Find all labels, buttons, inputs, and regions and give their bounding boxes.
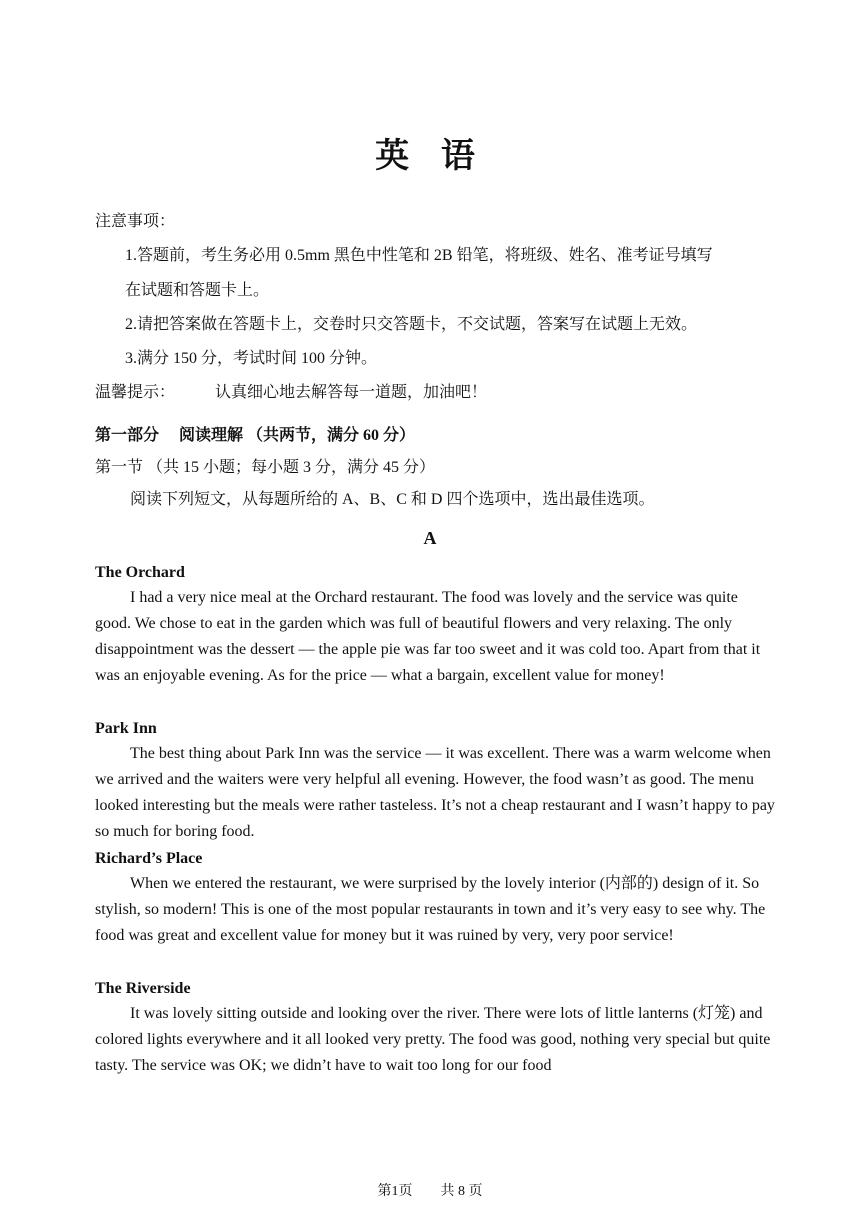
review-heading-park-inn: Park Inn [95, 720, 157, 737]
tip-text: 认真细心地去解答每一道题，加油吧！ [215, 384, 488, 401]
tip-label: 温馨提示： [95, 384, 176, 401]
review-heading-richards-place: Richard’s Place [95, 850, 203, 867]
tip-line [95, 382, 487, 404]
notice-item-1: 1.答题前，考生务必用 0.5mm 黑色中性笔和 2B 铅笔，将班级、姓名、准考证号填写 [125, 247, 713, 264]
page-footer [0, 1180, 860, 1200]
page-total: 共 8 页 [440, 1184, 483, 1199]
review-text-park-inn: The best thing about Park Inn was the service — it was excellent. There was a warm welcome when we arrived and the waiters were very helpful all evening. However, the food wasn’t as good. The menu looked interesting but the meals were rather tasteless. It’s not a cheap restaurant and I wasn’t happy to pay so much for boring food. [95, 745, 775, 840]
review-text-richards-place: When we entered the restaurant, we were surprised by the lovely interior (内部的) design of it. So stylish, so modern! This is one of the most popular restaurants in town and it’s very easy to see why. The food was great and excellent value for money but it was ruined by very, very poor service! [95, 875, 766, 944]
reading-instruction: 阅读下列短文，从每题所给的 A、B、C 和 D 四个选项中，选出最佳选项。 [130, 491, 655, 508]
part1-title: 第一部分 阅读理解 （共两节，满分 60 分） [95, 427, 416, 444]
review-heading-orchard: The Orchard [95, 564, 185, 581]
review-text-orchard: I had a very nice meal at the Orchard restaurant. The food was lovely and the service was quite good. We chose to eat in the garden which was full of beautiful flowers and very relaxing. The only disappointment was the dessert — the apple pie was far too sweet and it was cold too. Apart from that it was an enjoyable evening. As for the price — what a bargain, excellent value for money! [95, 589, 761, 684]
passage-letter: A [423, 528, 437, 548]
notice-item-2: 2.请把答案做在答题卡上，交卷时只交答题卡，不交试题，答案写在试题上无效。 [125, 316, 698, 333]
page-title: 英 语 [375, 136, 485, 176]
section1-title: 第一节 （共 15 小题；每小题 3 分，满分 45 分） [95, 459, 436, 476]
page-number: 第1页 [377, 1184, 413, 1199]
notice-item-3: 3.满分 150 分，考试时间 100 分钟。 [125, 350, 378, 367]
review-heading-riverside: The Riverside [95, 980, 191, 997]
notice-item-1-cont: 在试题和答题卡上。 [125, 282, 270, 299]
notice-label: 注意事项： [95, 213, 176, 230]
review-text-riverside: It was lovely sitting outside and looking over the river. There were lots of little lanterns (灯笼) and colored lights everywhere and it all looked very pretty. The food was good, nothing very special but quite tasty. The service was OK; we didn’t have to wait too long for our food [95, 1005, 771, 1074]
